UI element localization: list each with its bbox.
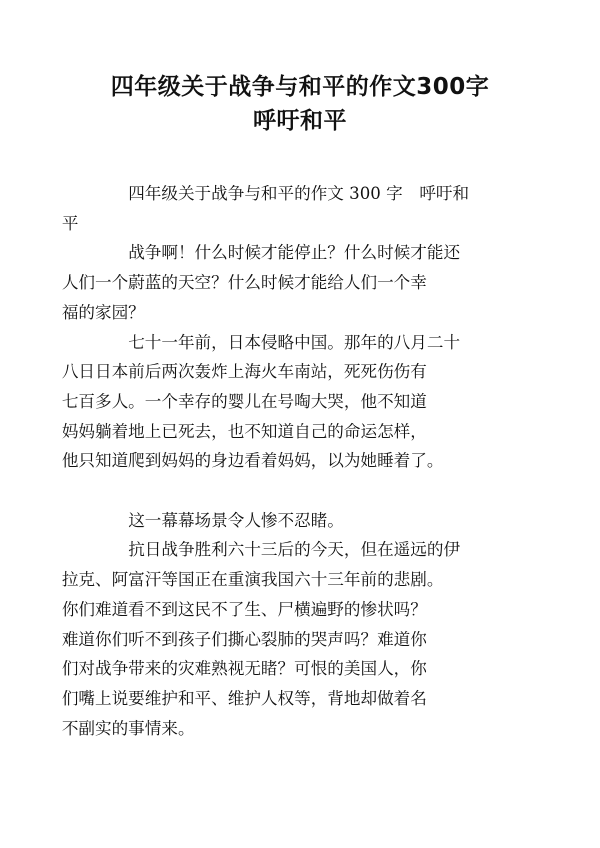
- text-line: 们嘴上说要维护和平、维护人权等，背地却做着名: [61, 688, 427, 708]
- paragraph-gap: [95, 476, 507, 506]
- document-title: [60, 70, 540, 138]
- text-line: 七十一年前，日本侵略中国。那年的八月二十: [128, 332, 461, 352]
- text-line: 抗日战争胜利六十三后的今天，但在遥远的伊: [128, 540, 461, 560]
- text-line: 不副实的事情来。: [61, 718, 195, 738]
- text-line: 这一幕幕场景令人惨不忍睹。: [128, 510, 344, 530]
- text-line: 福的家园？: [61, 302, 145, 322]
- text-line: 四年级关于战争与和平的作文 300 字 呼吁和: [128, 184, 470, 203]
- text-line: 难道你们听不到孩子们撕心裂肺的哭声吗？难道你: [61, 629, 427, 649]
- text-line: 平: [61, 213, 79, 233]
- text-line: 们对战争带来的灾难熟视无睹？可恨的美国人，你: [61, 659, 427, 679]
- text-line: 战争啊！什么时候才能停止？什么时候才能还: [128, 243, 461, 263]
- paragraph-1: [61, 238, 507, 327]
- text-line: 他只知道爬到妈妈的身边看着妈妈，以为她睡着了。: [61, 451, 444, 471]
- title-line-1: 四年级关于战争与和平的作文300字: [110, 74, 490, 100]
- text-line: 八日日本前后两次轰炸上海火车南站，死死伤伤有: [61, 362, 427, 382]
- paragraph-2: [61, 328, 507, 477]
- text-line: 人们一个蔚蓝的天空？什么时候才能给人们一个幸: [61, 273, 427, 293]
- text-line: 七百多人。一个幸存的婴儿在号啕大哭，他不知道: [61, 391, 427, 411]
- title-line-2: 呼吁和平: [253, 108, 347, 134]
- document-body: [61, 179, 507, 743]
- paragraph-4: [61, 535, 507, 743]
- text-line: 妈妈躺着地上已死去，也不知道自己的命运怎样，: [61, 421, 427, 441]
- text-line: 你们难道看不到这民不了生、尸横遍野的惨状吗？: [61, 599, 427, 619]
- paragraph-heading-repeat: [61, 179, 507, 238]
- text-line: 拉克、阿富汗等国正在重演我国六十三年前的悲剧。: [61, 570, 444, 590]
- paragraph-3: [95, 506, 507, 536]
